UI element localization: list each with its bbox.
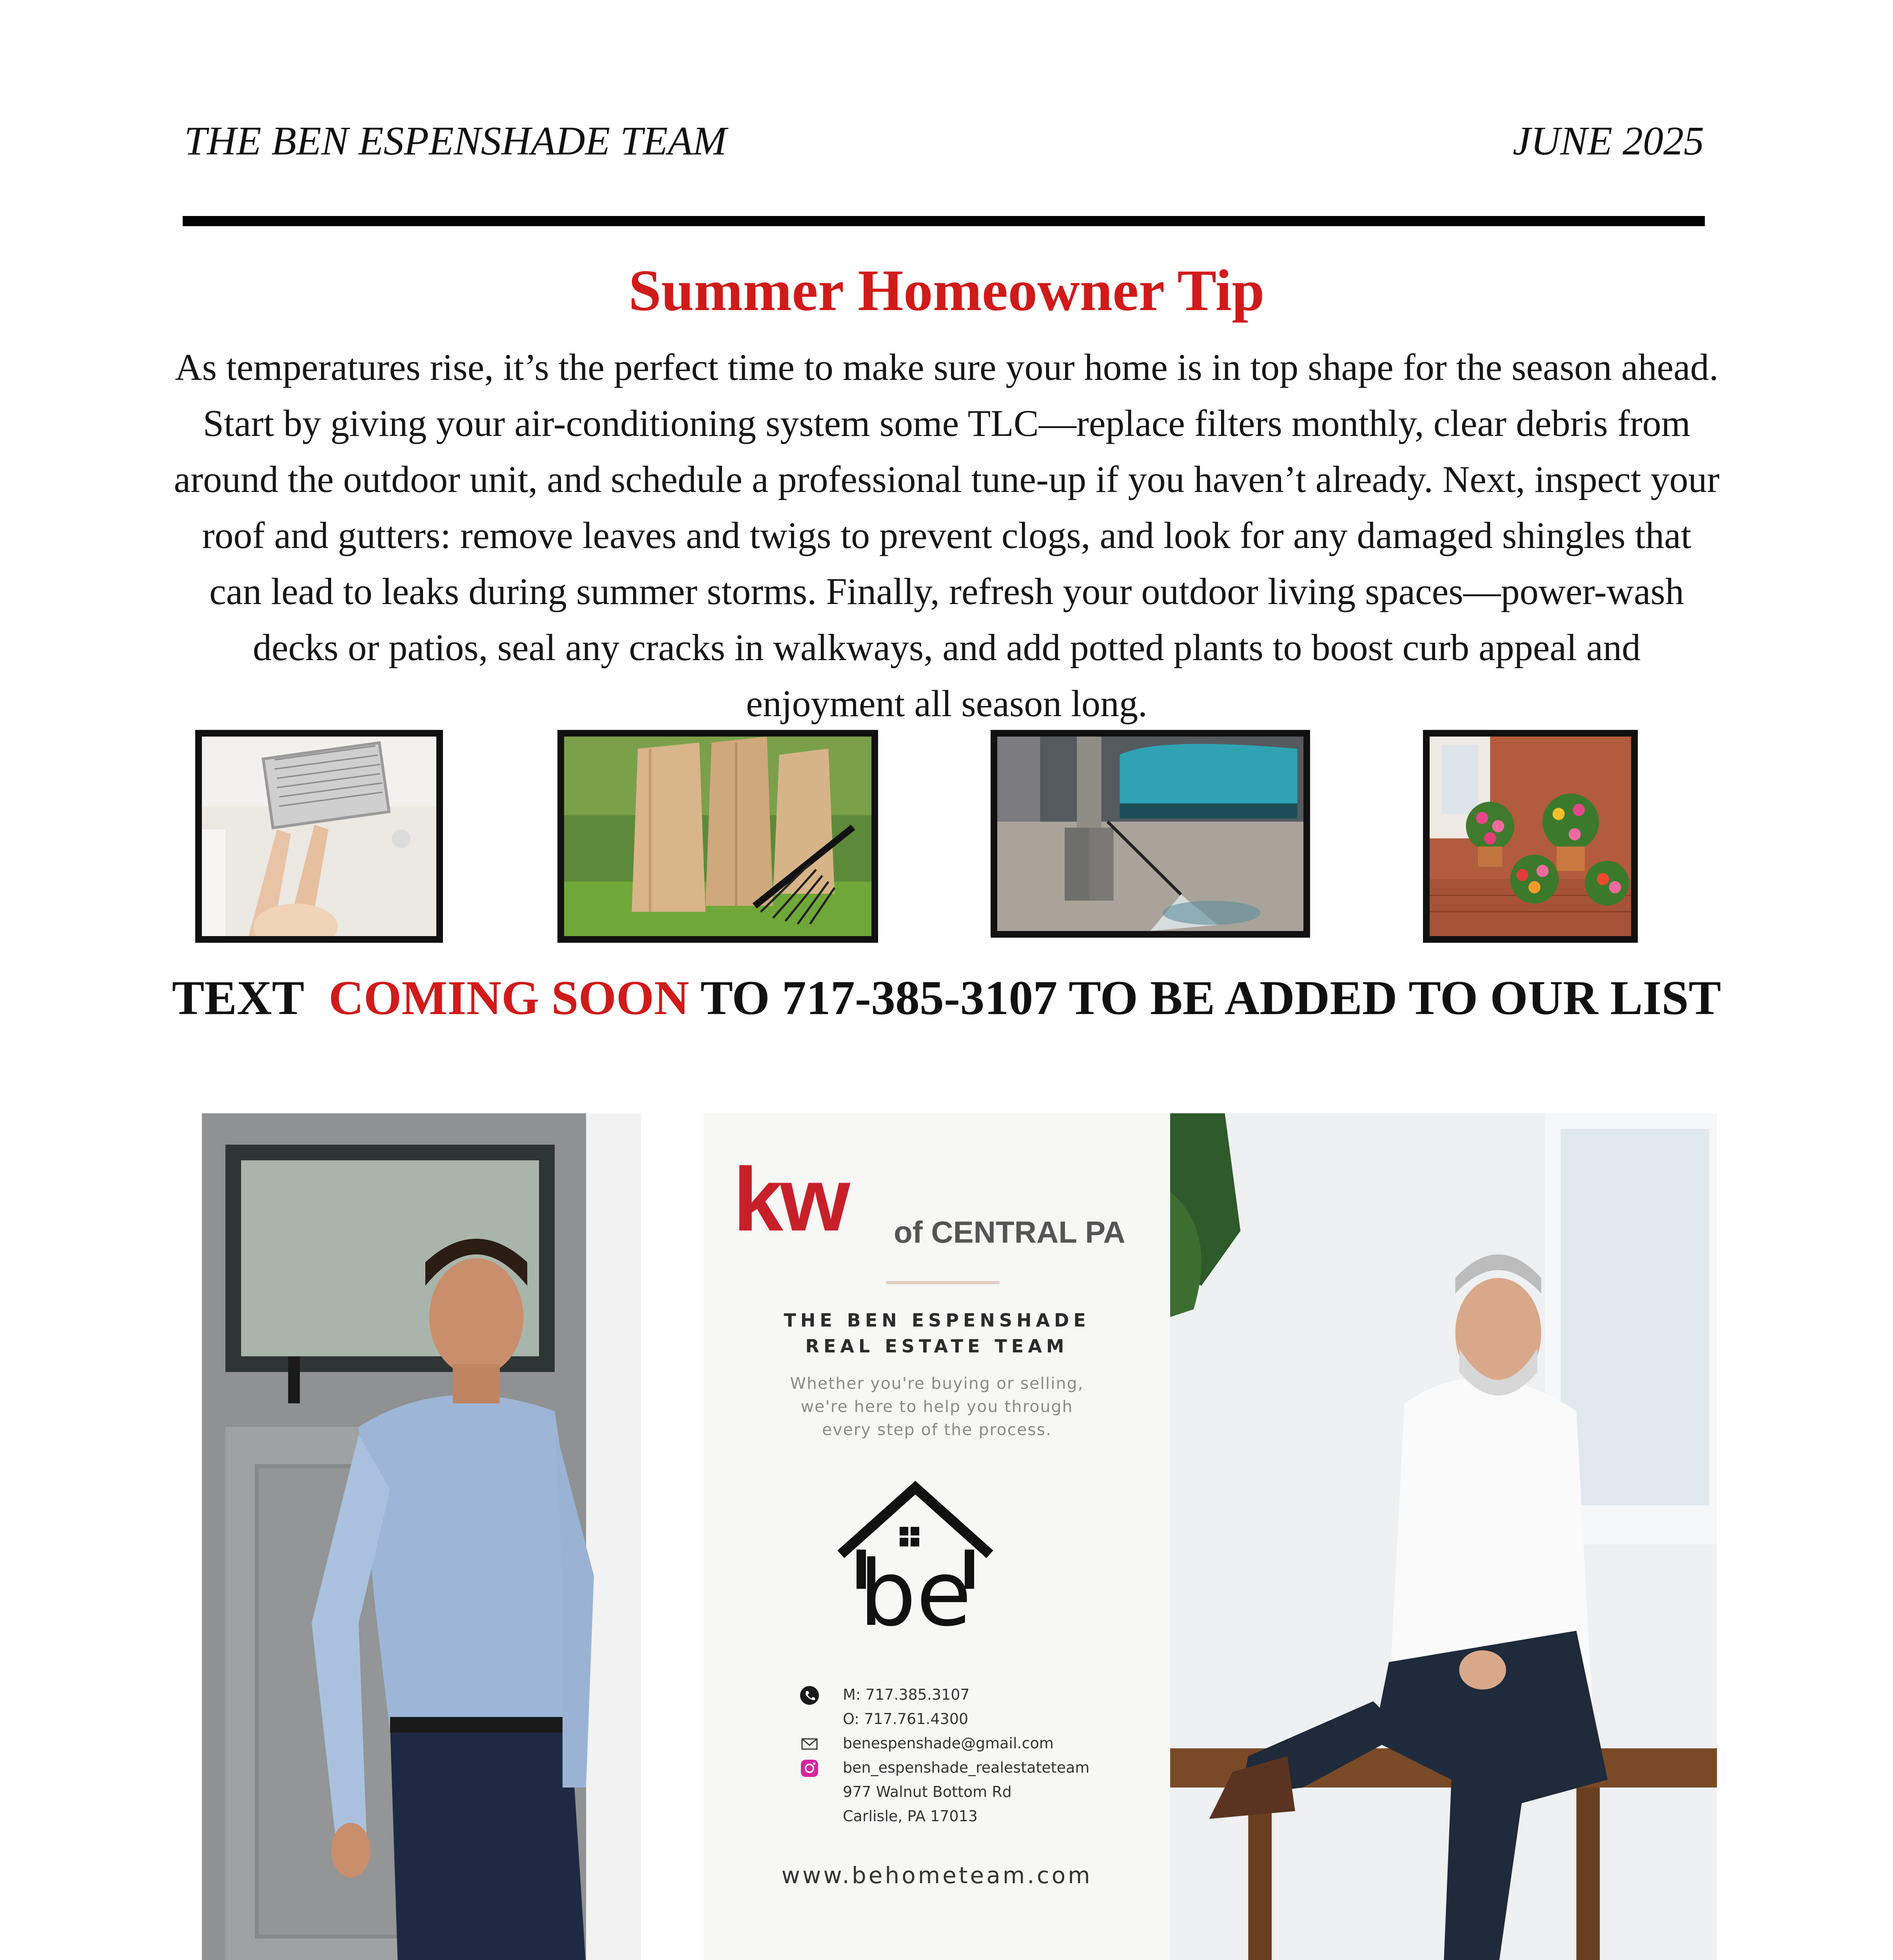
phone-icon <box>800 1686 819 1705</box>
tip-title: Summer Homeowner Tip <box>628 258 1265 323</box>
kw-logo: kw <box>733 1149 847 1250</box>
agent-photo-right <box>1170 1113 1717 1960</box>
card-address2: Carlisle, PA 17013 <box>843 1808 978 1825</box>
card-team-name <box>704 1307 1170 1359</box>
card-mobile: M: 717.385.3107 <box>843 1686 970 1703</box>
card-blurb-line2: we're here to help you through <box>800 1397 1073 1416</box>
newsletter-team-name: THE BEN ESPENSHADE TEAM <box>184 118 727 163</box>
cta-keyword: COMING SOON <box>329 971 690 1025</box>
power-wash-photo <box>991 730 1310 938</box>
header-divider <box>183 216 1705 226</box>
kw-region: of CENTRAL PA <box>894 1215 1125 1249</box>
card-divider <box>886 1281 1000 1284</box>
contact-address-row2 <box>800 1804 1089 1828</box>
be-house-logo <box>833 1480 998 1633</box>
ac-filter-photo <box>195 730 443 943</box>
contact-address-row1 <box>800 1780 1089 1804</box>
text-signup-call-to-action <box>0 970 1893 1026</box>
card-team-line2: REAL ESTATE TEAM <box>805 1336 1069 1357</box>
card-website: www.behometeam.com <box>781 1862 1093 1889</box>
instagram-small-icon <box>800 1759 819 1778</box>
cta-suffix: TO 717-385-3107 TO BE ADDED TO OUR LIST <box>700 971 1721 1025</box>
contact-office-row <box>800 1707 1089 1731</box>
card-blurb-line1: Whether you're buying or selling, <box>790 1374 1084 1393</box>
yard-bags-rake-photo <box>557 730 878 943</box>
card-blurb <box>704 1372 1170 1441</box>
card-address1: 977 Walnut Bottom Rd <box>843 1783 1012 1800</box>
mail-icon <box>800 1734 819 1754</box>
card-blurb-line3: every step of the process. <box>822 1420 1052 1439</box>
cta-prefix: TEXT <box>172 971 305 1025</box>
contact-phone-row <box>800 1682 1089 1707</box>
contact-instagram-row <box>800 1755 1089 1780</box>
card-instagram: ben_espenshade_realestateteam <box>843 1759 1090 1776</box>
potted-flowers-photo <box>1423 730 1638 943</box>
card-team-line1: THE BEN ESPENSHADE <box>784 1310 1090 1331</box>
business-card <box>704 1113 1170 1960</box>
be-logo-text: be <box>859 1542 972 1633</box>
card-contact-info <box>800 1682 1089 1828</box>
tip-body: As temperatures rise, it’s the perfect time to make sure your home is in top shape for the season ahead. Start by giving your air-conditioning system some TLC—replace filters monthly, clear debris from around the outdoor unit, and schedule a professional tune-up if you haven’t already. Next, inspect your roof and gutters: remove leaves and twigs to prevent clogs, and look for any damaged shingles that can lead to leaks during summer storms. Finally, refresh your outdoor living spaces—power-wash decks or patios, seal any cracks in walkways, and add potted plants to boost curb appeal and enjoyment all season long. <box>174 346 1720 724</box>
contact-email-row <box>800 1731 1089 1755</box>
card-office: O: 717.761.4300 <box>843 1710 969 1728</box>
agent-photo-left <box>202 1113 704 1960</box>
card-email: benespenshade@gmail.com <box>843 1735 1054 1752</box>
newsletter-date: JUNE 2025 <box>1512 118 1704 163</box>
